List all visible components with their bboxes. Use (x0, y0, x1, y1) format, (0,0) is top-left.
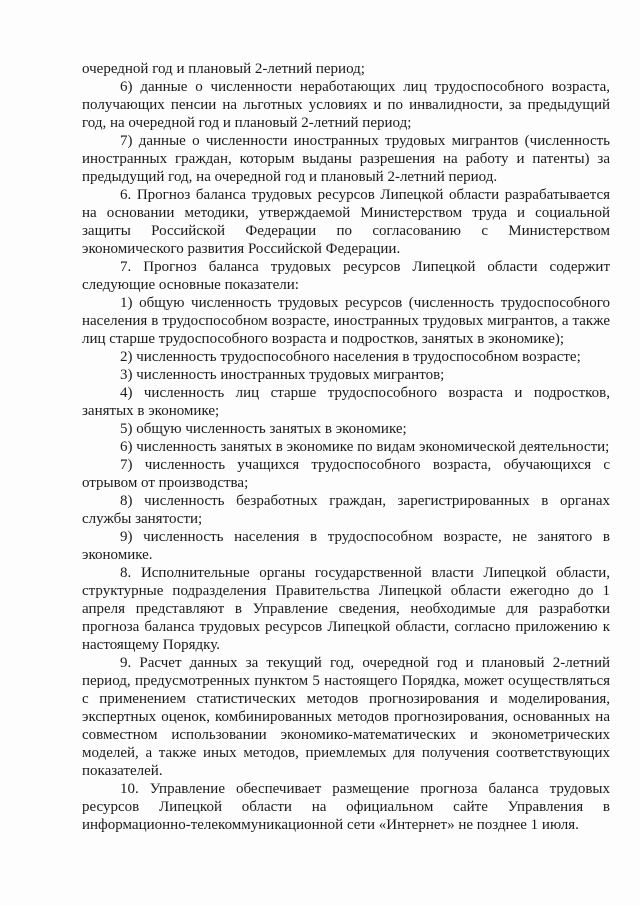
paragraph-indicator-3: 3) численность иностранных трудовых мигрантов; (120, 367, 445, 383)
paragraph-continuation: очередной год и плановый 2-летний период; (82, 61, 365, 77)
paragraph-section-8: 8. Исполнительные органы государственной власти Липецкой области, структурные подразделения Правительства Липецкой области ежегодно до 1 апреля представляют в Управление сведения, необходимые для разработки прогноза баланса трудовых ресурсов Липецкой области, согласно приложению к настоящему Порядку. (82, 565, 610, 653)
paragraph-indicator-6: 6) численность занятых в экономике по видам экономической деятельности; (120, 439, 610, 455)
paragraph-section-7: 7. Прогноз баланса трудовых ресурсов Липецкой области содержит следующие основные показатели: (82, 259, 610, 293)
paragraph-indicator-2: 2) численность трудоспособного населения в трудоспособном возрасте; (120, 349, 581, 365)
document-body (82, 60, 610, 834)
paragraph-section-6: 6. Прогноз баланса трудовых ресурсов Липецкой области разрабатывается на основании методики, утверждаемой Министерством труда и социальной защиты Российской Федерации по согласованию с Министерством экономического развития Российской Федерации. (82, 187, 610, 257)
paragraph-section-10: 10. Управление обеспечивает размещение прогноза баланса трудовых ресурсов Липецкой области на официальном сайте Управления в информационно-телекоммуникационной сети «Интернет» не позднее 1 июля. (82, 781, 610, 833)
paragraph-indicator-4: 4) численность лиц старше трудоспособного возраста и подростков, занятых в экономике; (82, 385, 610, 419)
paragraph-item-7: 7) данные о численности иностранных трудовых мигрантов (численность иностранных граждан, которым выданы разрешения на работу и патенты) за предыдущий год, на очередной год и плановый 2-летний период. (82, 133, 610, 185)
paragraph-section-9: 9. Расчет данных за текущий год, очередной год и плановый 2-летний период, предусмотренных пунктом 5 настоящего Порядка, может осуществляться с применением статистических методов прогнозирования и моделирования, экспертных оценок, комбинированных методов прогнозирования, основанных на совместном использовании экономико-математических и эконометрических моделей, а также иных методов, приемлемых для получения соответствующих показателей. (82, 655, 610, 779)
paragraph-indicator-8: 8) численность безработных граждан, зарегистрированных в органах службы занятости; (82, 493, 610, 527)
paragraph-indicator-5: 5) общую численность занятых в экономике; (120, 421, 407, 437)
paragraph-indicator-9: 9) численность населения в трудоспособном возрасте, не занятого в экономике. (82, 529, 610, 563)
paragraph-indicator-1: 1) общую численность трудовых ресурсов (численность трудоспособного населения в трудоспособном возрасте, иностранных трудовых мигрантов, а также лиц старше трудоспособного возраста и подростков, занятых в экономике); (82, 295, 610, 347)
paragraph-item-6: 6) данные о численности неработающих лиц трудоспособного возраста, получающих пенсии на льготных условиях и по инвалидности, за предыдущий год, на очередной год и плановый 2-летний период; (82, 79, 610, 131)
paragraph-indicator-7: 7) численность учащихся трудоспособного возраста, обучающихся с отрывом от производства; (82, 457, 610, 491)
